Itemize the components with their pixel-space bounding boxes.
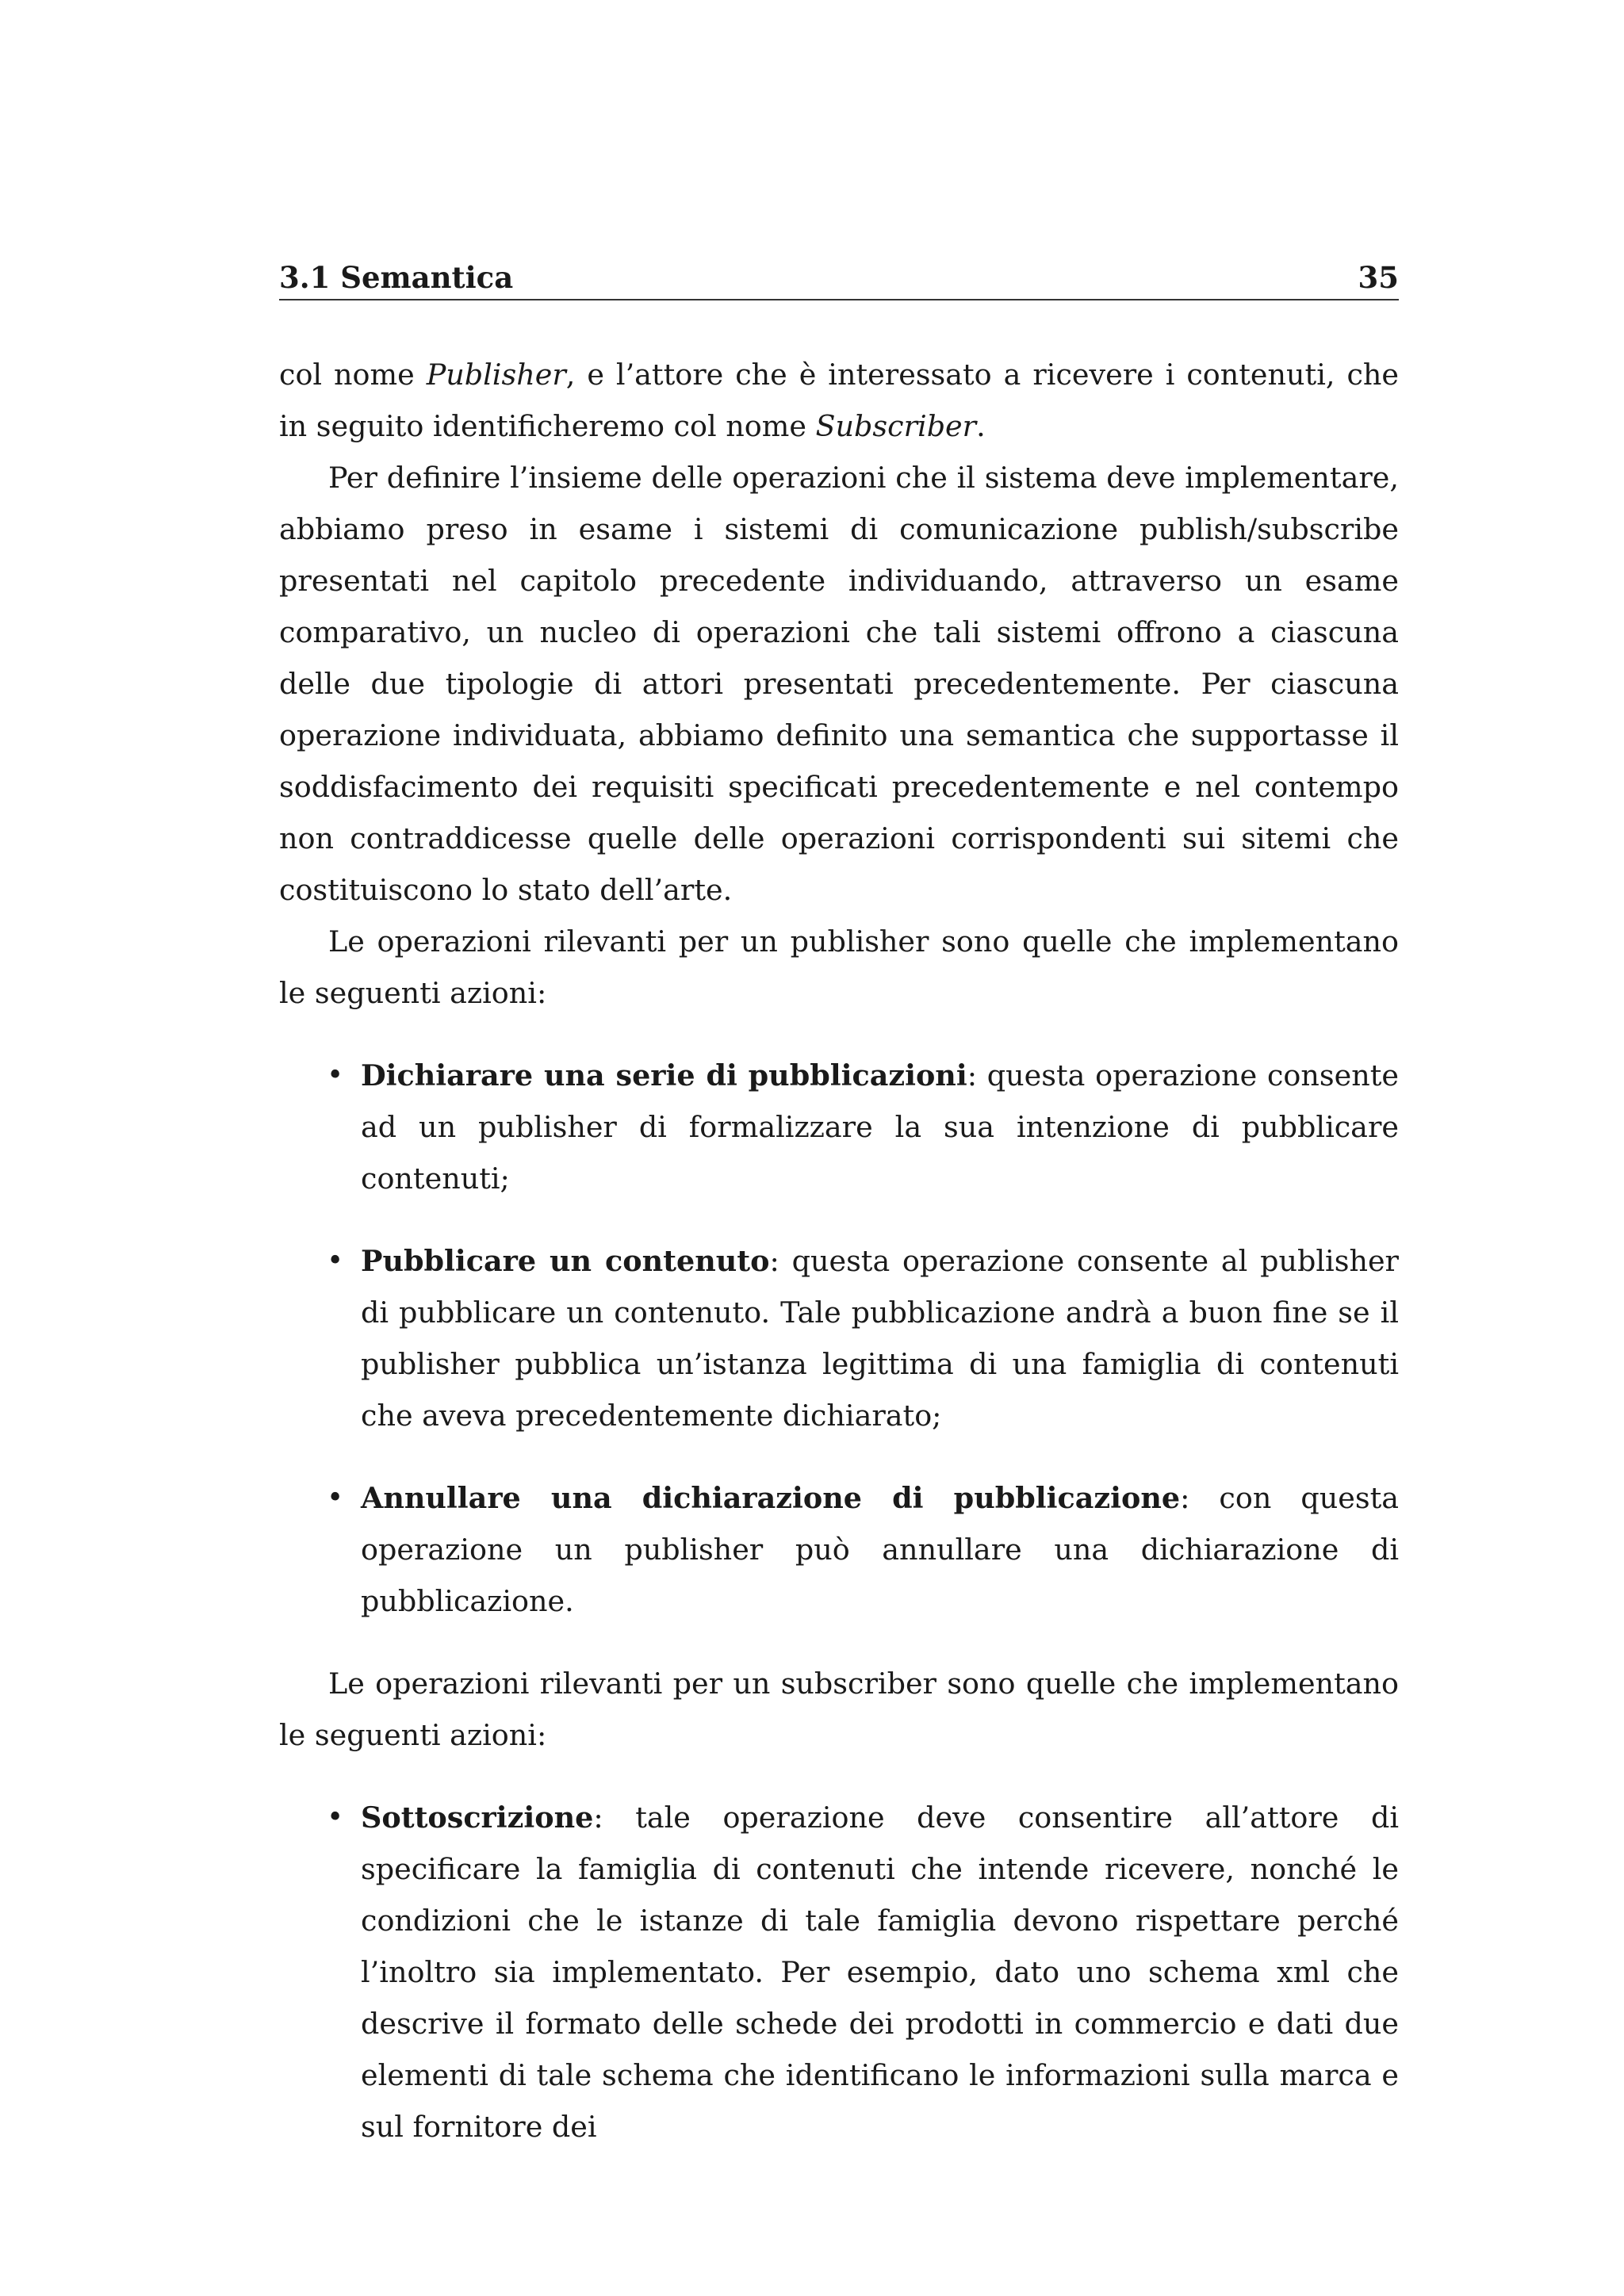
header-rule (279, 299, 1399, 300)
paragraph-subscriber-intro: Le operazioni rilevanti per un subscriber sono quelle che implementano le seguenti azioni: (279, 1667, 1399, 1752)
operation-term: Sottoscrizione (361, 1800, 594, 1835)
body-text (279, 349, 1399, 2183)
list-item (279, 1472, 1399, 1627)
running-header (279, 262, 1399, 293)
operation-desc: : con questa operazione un publisher può annullare una dichiarazione di pubblicazione. (361, 1481, 1399, 1618)
bullet-icon: • (327, 1059, 344, 1092)
text-run: . (976, 409, 986, 443)
list-item (279, 1235, 1399, 1441)
subscriber-operations-list (279, 1792, 1399, 2152)
page-number: 35 (1358, 260, 1399, 295)
list-item (279, 1050, 1399, 1204)
bullet-icon: • (327, 1801, 344, 1834)
operation-term: Pubblicare un contenuto (361, 1244, 770, 1278)
bullet-icon: • (327, 1482, 344, 1514)
operation-term: Annullare una dichiarazione di pubblicazione (361, 1481, 1181, 1515)
list-item (279, 1792, 1399, 2152)
term-publisher: Publisher (426, 358, 566, 392)
operation-desc: : questa operazione consente ad un publisher di formalizzare la sua intenzione di pubblicare contenuti; (361, 1058, 1399, 1196)
operation-desc: : tale operazione deve consentire all’attore di specificare la famiglia di contenuti che intende ricevere, nonché le condizioni che le istanze di tale famiglia devono rispettare perché l’inoltro sia implementato. Per esempio, dato uno schema xml che descrive il formato delle schede dei prodotti in commercio e dati due elementi di tale schema che identificano le informazioni sulla marca e sul fornitore dei (361, 1800, 1399, 2144)
text-run: , e l’attore che è interessato a ricevere i contenuti, che in seguito identificheremo col nome (279, 358, 1399, 443)
term-subscriber: Subscriber (815, 409, 977, 443)
operation-desc: : questa operazione consente al publisher di pubblicare un contenuto. Tale pubblicazione andrà a buon fine se il publisher pubblica un’istanza legittima di una famiglia di contenuti che aveva precedentemente dichiarato; (361, 1244, 1399, 1433)
operation-term: Dichiarare una serie di pubblicazioni (361, 1058, 967, 1093)
text-run: col nome (279, 358, 427, 392)
paragraph-publisher-intro: Le operazioni rilevanti per un publisher sono quelle che implementano le seguenti azioni: (279, 924, 1399, 1010)
bullet-icon: • (327, 1245, 344, 1277)
section-title: 3.1 Semantica (279, 260, 514, 295)
publisher-operations-list (279, 1050, 1399, 1627)
paragraph-operations-intro: Per definire l’insieme delle operazioni che il sistema deve implementare, abbiamo preso in esame i sistemi di comunicazione publish/subscribe presentati nel capitolo precedente individuando, attraverso un esame comparativo, un nucleo di operazioni che tali sistemi offrono a ciascuna delle due tipologie di attori presentati precedentemente. Per ciascuna operazione individuata, abbiamo definito una semantica che supportasse il soddisfacimento dei requisiti specificati precedentemente e nel contempo non contraddicesse quelle delle operazioni corrispondenti sui sitemi che costituiscono lo stato dell’arte. (279, 461, 1399, 907)
paragraph-continued (279, 349, 1399, 452)
